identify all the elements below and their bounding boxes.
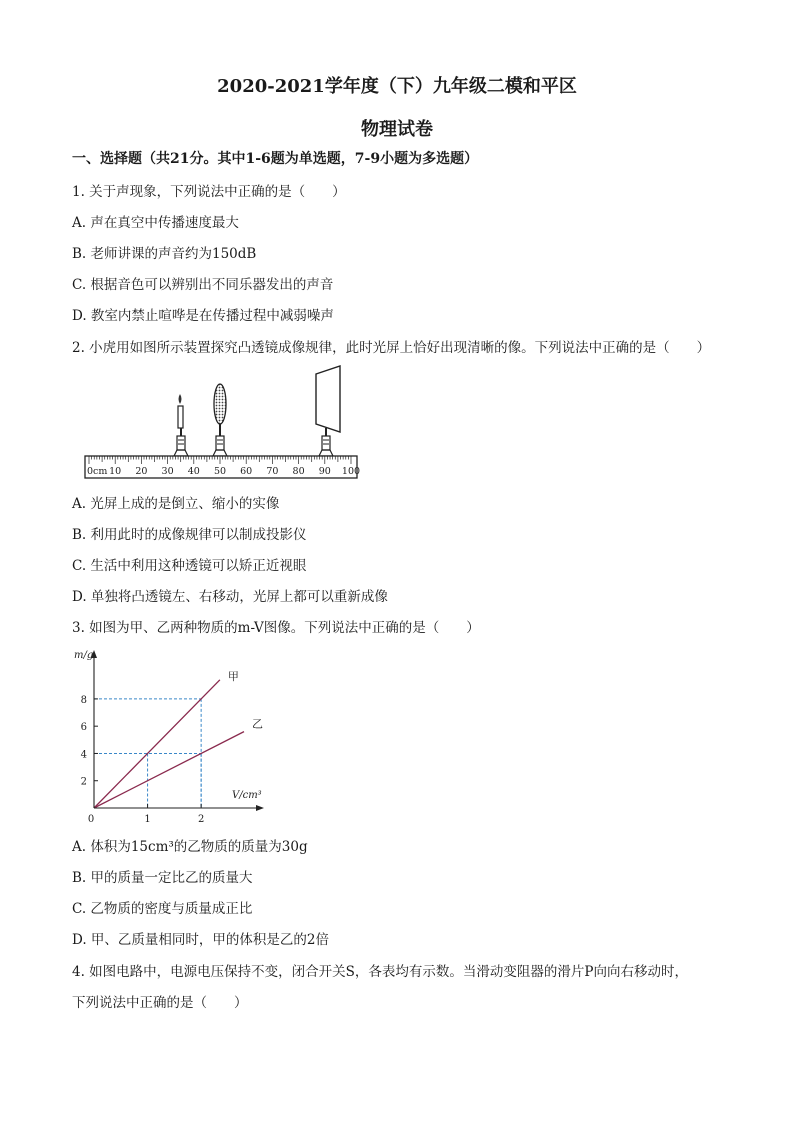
q1-stem: 1. 关于声现象，下列说法中正确的是（ ） [72, 184, 346, 200]
ruler-label: 30 [161, 466, 174, 477]
series-label-2: 乙 [252, 717, 263, 731]
exam-title: 2020-2021学年度（下）九年级二模和平区 [217, 76, 577, 97]
light-screen [316, 366, 340, 456]
ruler-label: 70 [266, 466, 279, 477]
q2-stem: 2. 小虎用如图所示装置探究凸透镜成像规律，此时光屏上恰好出现清晰的像。下列说法中正确的是（ ） [72, 340, 711, 356]
x-tick-label: 0 [87, 814, 95, 825]
series-label-1: 甲 [227, 669, 239, 683]
ruler-label: 90 [318, 466, 331, 477]
optical-bench-figure [80, 362, 370, 484]
ruler-label: 10 [109, 466, 122, 477]
q4-stem-line2: 下列说法中正确的是（ ） [72, 995, 248, 1011]
ruler-label: 60 [240, 466, 253, 477]
y-axis-label: m/g [74, 650, 94, 661]
q1-option-c: C. 根据音色可以辨别出不同乐器发出的声音 [72, 277, 334, 293]
y-tick-label: 2 [80, 776, 87, 788]
mv-graph [70, 645, 270, 830]
x-tick-label: 2 [197, 814, 205, 825]
y-tick-label: 8 [80, 694, 87, 706]
q3-option-a: A. 体积为15cm³的乙物质的质量为30g [72, 839, 308, 855]
ruler-label: 20 [135, 466, 148, 477]
q3-option-d: D. 甲、乙质量相同时，甲的体积是乙的2倍 [72, 932, 330, 948]
q1-option-a: A. 声在真空中传播速度最大 [72, 215, 239, 231]
q3-option-c: C. 乙物质的密度与质量成正比 [72, 901, 253, 917]
ruler-label: 50 [213, 466, 227, 477]
ruler-label: 0cm [87, 466, 108, 477]
y-tick-label: 6 [80, 722, 87, 734]
x-axis-label: V/cm³ [232, 790, 262, 801]
q3-stem: 3. 如图为甲、乙两种物质的m-V图像。下列说法中正确的是（ ） [72, 620, 480, 636]
series-lines [94, 670, 263, 808]
q2-option-a: A. 光屏上成的是倒立、缩小的实像 [72, 496, 280, 512]
candle [174, 394, 188, 456]
q3-option-b: B. 甲的质量一定比乙的质量大 [72, 870, 253, 886]
q2-option-c: C. 生活中利用这种透镜可以矫正近视眼 [72, 558, 307, 574]
ruler-label: 40 [187, 466, 200, 477]
ruler-label: 100 [341, 466, 361, 477]
q2-option-d: D. 单独将凸透镜左、右移动，光屏上都可以重新成像 [72, 589, 388, 605]
ruler-label: 80 [292, 466, 305, 477]
q1-option-d: D. 教室内禁止喧哗是在传播过程中减弱噪声 [72, 308, 334, 324]
q2-option-b: B. 利用此时的成像规律可以制成投影仪 [72, 527, 307, 543]
q1-option-b: B. 老师讲课的声音约为150dB [72, 246, 257, 262]
section-heading: 一、选择题（共21分。其中1-6题为单选题，7-9小题为多选题） [72, 151, 479, 167]
convex-lens [213, 384, 227, 456]
q4-stem-line1: 4. 如图电路中，电源电压保持不变，闭合开关S，各表均有示数。当滑动变阻器的滑片P向向右移动时， [72, 964, 689, 980]
exam-subtitle: 物理试卷 [361, 119, 433, 140]
series-line-2 [94, 732, 244, 808]
x-axis-arrow [256, 805, 264, 811]
y-tick-label: 4 [80, 749, 87, 761]
x-tick-label: 1 [144, 814, 151, 825]
